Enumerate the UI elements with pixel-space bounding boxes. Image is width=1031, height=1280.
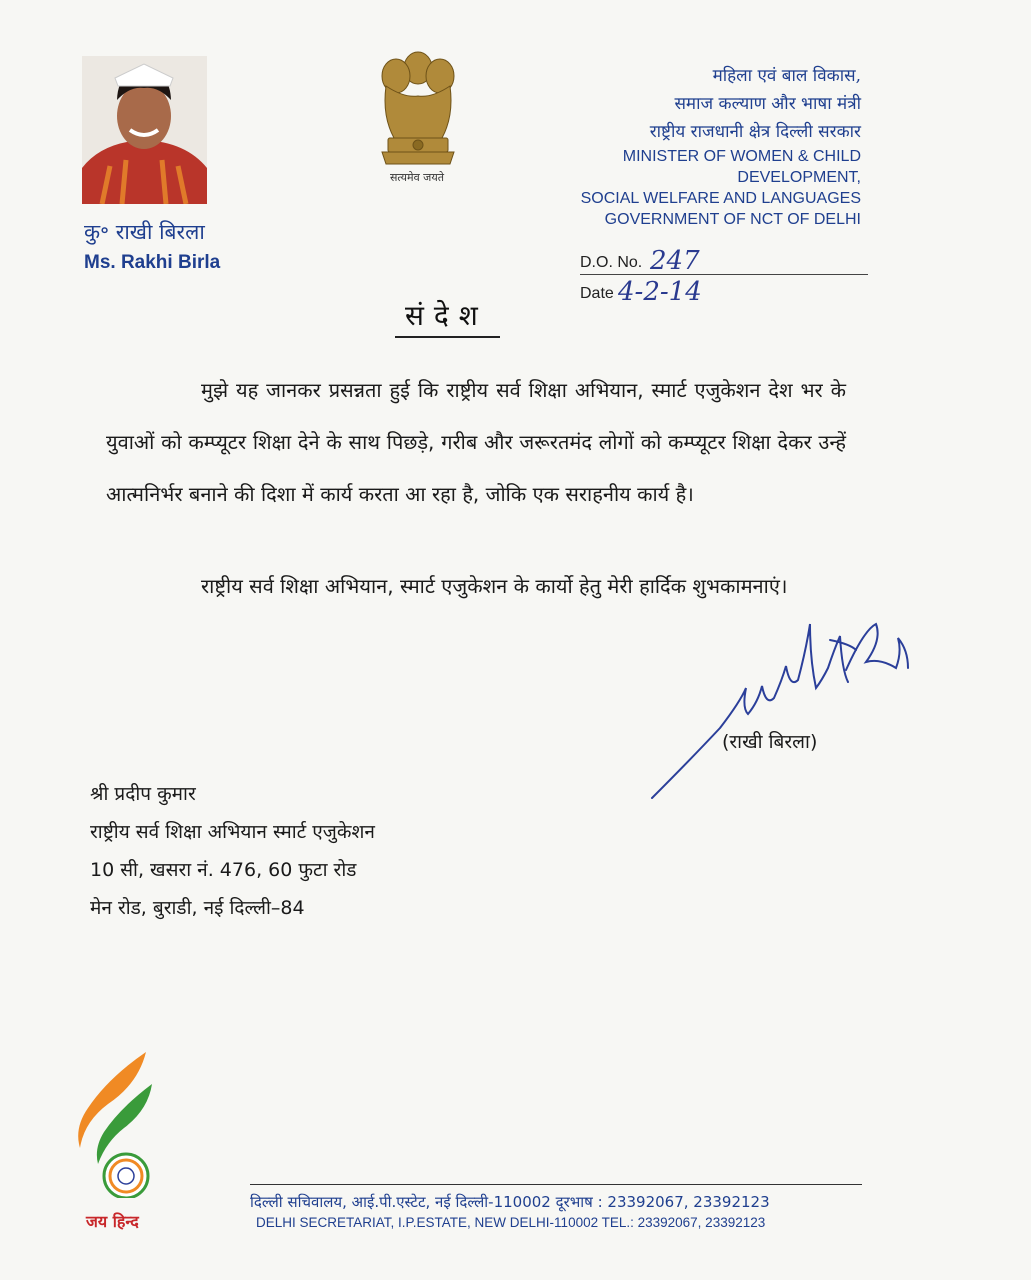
minister-photo [82,56,207,204]
title-underline [395,336,500,338]
letter-title: संदेश [405,299,488,332]
designation-english-line: GOVERNMENT OF NCT OF DELHI [604,211,861,228]
designation-english-line: DEVELOPMENT, [737,169,861,186]
minister-name-hindi: कु॰ राखी बिरला [84,220,205,244]
footer-divider [250,1184,862,1185]
designation-block [581,62,861,230]
jai-hind-logo-icon [68,1048,168,1198]
do-number-value: 247 [650,246,700,276]
designation-english-line: SOCIAL WELFARE AND LANGUAGES [580,190,861,207]
letter-body [106,364,846,520]
designation-english-line: MINISTER OF WOMEN & CHILD [622,148,861,165]
signatory-name: (राखी बिरला) [722,731,818,753]
recipient-line: मेन रोड, बुराडी, नई दिल्ली–84 [90,897,305,919]
do-number-label: D.O. No. [580,254,643,271]
designation-hindi-line: राष्ट्रीय राजधानी क्षेत्र दिल्ली सरकार [649,122,861,142]
jai-hind-text: जय हिन्द [86,1212,139,1231]
recipient-line: राष्ट्रीय सर्व शिक्षा अभियान स्मार्ट एजुकेशन [90,821,375,843]
designation-hindi-line: समाज कल्याण और भाषा मंत्री [674,94,861,114]
letter-body-closing [106,560,846,612]
recipient-line: श्री प्रदीप कुमार [90,783,196,805]
designation-hindi-line: महिला एवं बाल विकास, [712,66,861,86]
body-paragraph: राष्ट्रीय सर्व शिक्षा अभियान, स्मार्ट एजुकेशन के कार्यो हेतु मेरी हार्दिक शुभकामनाएं। [201,574,788,598]
minister-name-english: Ms. Rakhi Birla [84,252,221,273]
handwritten-signature [650,610,920,810]
date-value: 4-2-14 [618,277,702,307]
reference-block [580,246,868,307]
recipient-address [90,775,375,927]
footer-address-english: DELHI SECRETARIAT, I.P.ESTATE, NEW DELHI-110002 TEL.: 23392067, 23392123 [256,1215,766,1230]
footer-address-hindi: दिल्ली सचिवालय, आई.पी.एस्टेट, नई दिल्ली-110002 दूरभाष : 23392067, 23392123 [250,1193,770,1211]
emblem-motto: सत्यमेव जयते [389,171,444,184]
date-label: Date [580,285,614,302]
national-emblem-icon [372,46,464,171]
body-paragraph: मुझे यह जानकर प्रसन्नता हुई कि राष्ट्रीय सर्व शिक्षा अभियान, स्मार्ट एजुकेशन देश भर के युवाओं को कम्प्यूटर शिक्षा देने के साथ पिछड़े, गरीब और जरूरतमंद लोगों को कम्प्यूटर शिक्षा देकर उन्हें आत्मनिर्भर बनाने की दिशा में कार्य करता आ रहा है, जोकि एक सराहनीय कार्य है। [106,378,846,506]
recipient-line: 10 सी, खसरा नं. 476, 60 फुटा रोड [90,859,357,881]
